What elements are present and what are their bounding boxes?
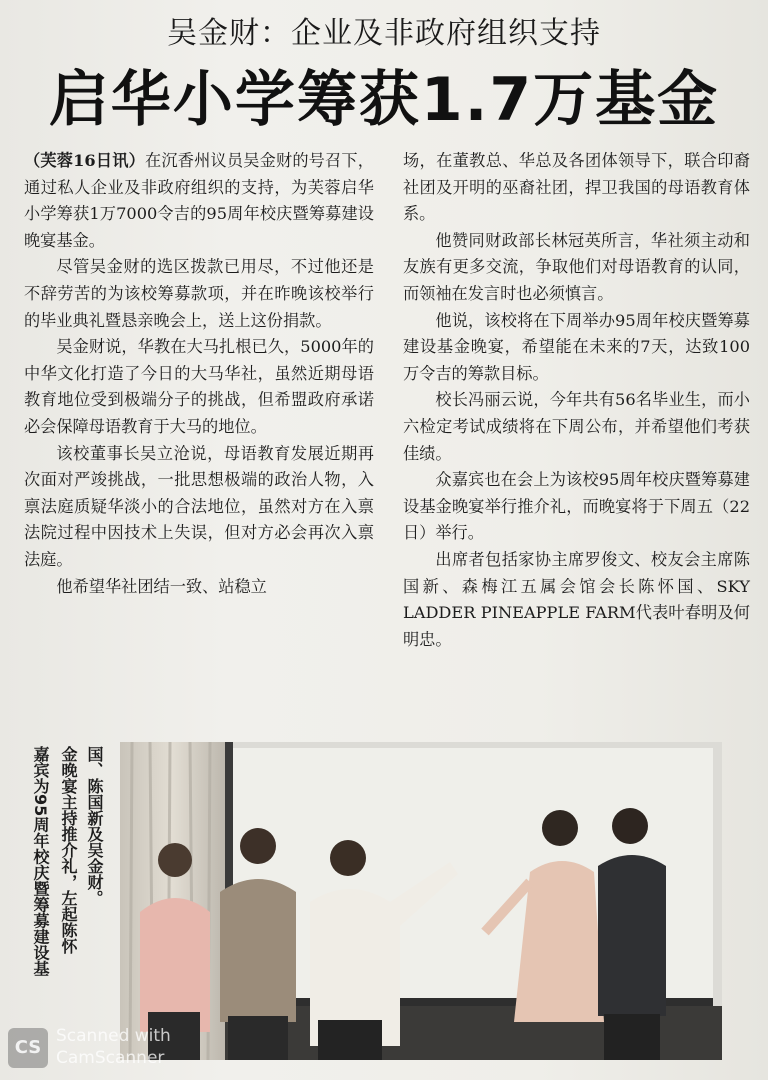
article-paragraph: 尽管吴金财的选区拨款已用尽，不过他还是不辞劳苦的为该校筹募款项，并在昨晚该校举行的毕业典礼暨恳亲晚会上，送上这份捐款。 [24, 257, 374, 330]
watermark-line2: CamScanner [56, 1048, 165, 1068]
article-paragraph: 他希望华社团结一致、站稳立 [56, 576, 267, 596]
article-paragraph: 该校董事长吴立沧说，母语教育发展近期再次面对严竣挑战，一批思想极端的政治人物，入禀法庭质疑华淡小的合法地位，虽然对方在入禀法院过程中因技术上失误，但对方必会再次入禀法庭。 [24, 443, 374, 569]
article-subhead: 吴金财：企业及非政府组织支持 [167, 16, 601, 51]
article-paragraph: （芙蓉16日讯）在沉香州议员吴金财的号召下，通过私人企业及非政府组织的支持，为芙蓉启华小学筹获1万7000令吉的95周年校庆暨筹募建设晚宴基金。 [24, 151, 374, 250]
event-photo [120, 742, 722, 1060]
photo-caption-line: 国、陈国新及吴金财。 [85, 746, 104, 906]
camscanner-logo-text: CS [14, 1037, 42, 1058]
article-paragraph: 众嘉宾也在会上为该校95周年校庆暨筹募建设基金晚宴举行推介礼，而晚宴将于下周五（22日）举行。 [403, 470, 750, 543]
article-column-left [24, 148, 374, 600]
watermark-line1: Scanned with [56, 1026, 171, 1046]
article-paragraph: 他赞同财政部长林冠英所言，华社须主动和友族有更多交流，争取他们对母语教育的认同，而领袖在发言时也必须慎言。 [403, 230, 750, 303]
article-paragraph: 场，在董教总、华总及各团体领导下，联合印裔社团及开明的巫裔社团，捍卫我国的母语教育体系。 [403, 151, 750, 224]
event-photo-illustration [120, 742, 722, 1060]
article-paragraph: 校长冯丽云说，今年共有56名毕业生，而小六检定考试成绩将在下周公布，并希望他们考获佳绩。 [403, 390, 750, 463]
article-paragraph: 出席者包括家协主席罗俊文、校友会主席陈国新、森梅江五属会馆会长陈怀国、SKY LADDER PINEAPPLE FARM代表叶春明及何明忠。 [403, 549, 750, 649]
article-paragraph: 他说，该校将在下周举办95周年校庆暨筹募建设基金晚宴，希望能在未来的7天，达致100万令吉的筹款目标。 [403, 310, 750, 383]
article-paragraph: 吴金财说，华教在大马扎根已久，5000年的中华文化打造了今日的大马华社，虽然近期母语教育地位受到极端分子的挑战，但希盟政府承诺必会保障母语教育于大马的地位。 [24, 337, 374, 436]
photo-caption-line: 金晚宴主持推介礼，左起陈怀 [59, 746, 78, 954]
article-headline: 启华小学筹获1.7万基金 [48, 65, 720, 135]
article-column-right [403, 148, 750, 653]
camscanner-watermark [8, 1022, 208, 1074]
photo-caption-line: 嘉宾为95周年校庆暨筹募建设基 [31, 746, 50, 977]
article-dateline: （芙蓉16日讯） [24, 151, 145, 170]
